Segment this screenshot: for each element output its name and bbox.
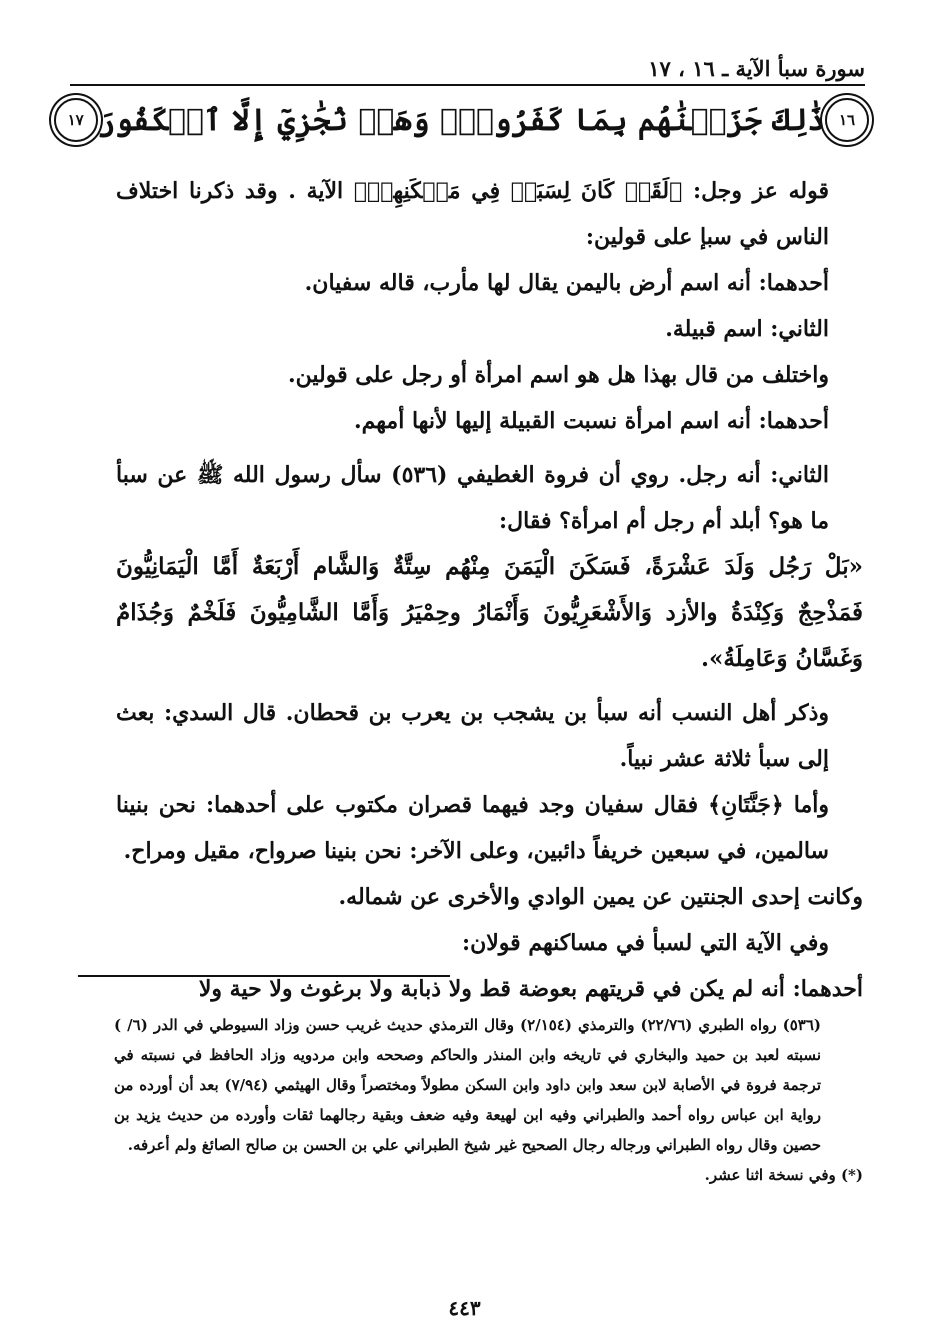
- ayah-number-end: ١٧: [54, 98, 98, 142]
- paragraph: وكانت إحدى الجنتين عن يمين الوادي والأخرى عن شماله.: [338, 884, 863, 910]
- hadith-text: «بَلْ رَجُل وَلَدَ عَشْرَةً، فَسَكَنَ الْيَمَنَ مِنْهُم سِتَّةٌ وَالشَّام أَرْبَعَةٌ أَمَّا الْيَمَانِيُّونَ فَمَذْحِجٌ وَكِنْدَةُ والأزد وَالأَشْعَرِيُّونَ وَأَنْمَارُ وحِمْيَرُ وَأَمَّا الشَّامِيُّونَ فَلَخْمٌ وَجُذَامٌ وَغَسَّانُ وَعَامِلَةُ».: [116, 553, 863, 672]
- footnote-asterisk: (*) وفي نسخة اثنا عشر.: [704, 1166, 863, 1184]
- paragraph: وذكر أهل النسب أنه سبأ بن يشجب بن يعرب بن قحطان. قال السدي: بعث إلى سبأ ثلاثة عشر نبياً.: [116, 700, 829, 772]
- footnote-separator: [78, 975, 450, 977]
- paragraph: الثاني: أنه رجل. روي أن فروة الغطيفي (٥٣٦) سأل رسول الله ﷺ عن سبأ ما هو؟ أبلد أم رجل أم امرأة؟ فقال:: [116, 462, 829, 534]
- running-header: [70, 52, 865, 86]
- paragraph: أحدهما: أنه اسم امرأة نسبت القبيلة إليها لأنها أمهم.: [353, 408, 829, 434]
- commentary-body: [116, 168, 863, 1012]
- paragraph: قوله عز وجل: ﴿لَقَدۡ كَانَ لِسَبَإٖ فِي مَسۡكَنِهِمۡ﴾ الآية . وقد ذكرنا اختلاف الناس في سبإ على قولين:: [116, 178, 829, 250]
- paragraph: أحدهما: أنه لم يكن في قريتهم بعوضة قط ولا ذبابة ولا برغوث ولا حية ولا: [198, 976, 863, 1002]
- footnote-536: (٥٣٦) رواه الطبري (٢٢/٧٦) والترمذي (٢/١٥٤) وقال الترمذي حديث غريب حسن وزاد السيوطي في الدر (٦/ ) نسبته لعبد بن حميد والبخاري في تاريخه وابن المنذر والحاكم وصححه وابن مردويه وزاد الحافظ في نسبته في ترجمة فروة في الأصابة لابن سعد وابن داود وابن السكن مطولاً ومختصراً وقال الهيثمي (٧/٩٤) بعد أن أورده من رواية ابن عباس رواه أحمد والطبراني وفيه ابن لهيعة وفيه ضعف وبقية رجالهما ثقات وأورده من حديث يزيد بن حصين وقال رواه الطبراني ورجاله رجال الصحيح غير شيخ الطبراني علي بن الحسن بن صالح الصائغ ولم أعرفه.: [114, 1016, 821, 1154]
- page-number: ٤٤٣: [448, 1296, 481, 1320]
- verse-text: ذَٰلِكَ جَزَيۡنَٰهُم بِمَا كَفَرُواْۖ وَهَلۡ نُجَٰزِيٓ إِلَّا ٱلۡكَفُورَ: [97, 102, 825, 138]
- footnotes: [114, 1010, 863, 1190]
- header-title: سورة سبأ الآية ـ ١٦ ، ١٧: [648, 56, 865, 81]
- header-rule: [70, 84, 865, 86]
- paragraph: وفي الآية التي لسبأ في مساكنهم قولان:: [461, 930, 829, 956]
- quran-verse: [67, 90, 869, 150]
- paragraph: وأما ﴿جَنَّتَانِ﴾ فقال سفيان وجد فيهما قصران مكتوب على أحدهما: نحن بنينا سالمين، في سبعين خريفاً دائبين، وعلى الآخر: نحن بنينا صرواح، مقيل ومراح.: [116, 792, 829, 864]
- paragraph: الثاني: اسم قبيلة.: [665, 316, 829, 342]
- paragraph: أحدهما: أنه اسم أرض باليمن يقال لها مأرب، قاله سفيان.: [304, 270, 829, 296]
- ayah-number-start: ١٦: [825, 98, 869, 142]
- paragraph: واختلف من قال بهذا هل هو اسم امرأة أو رجل على قولين.: [287, 362, 829, 388]
